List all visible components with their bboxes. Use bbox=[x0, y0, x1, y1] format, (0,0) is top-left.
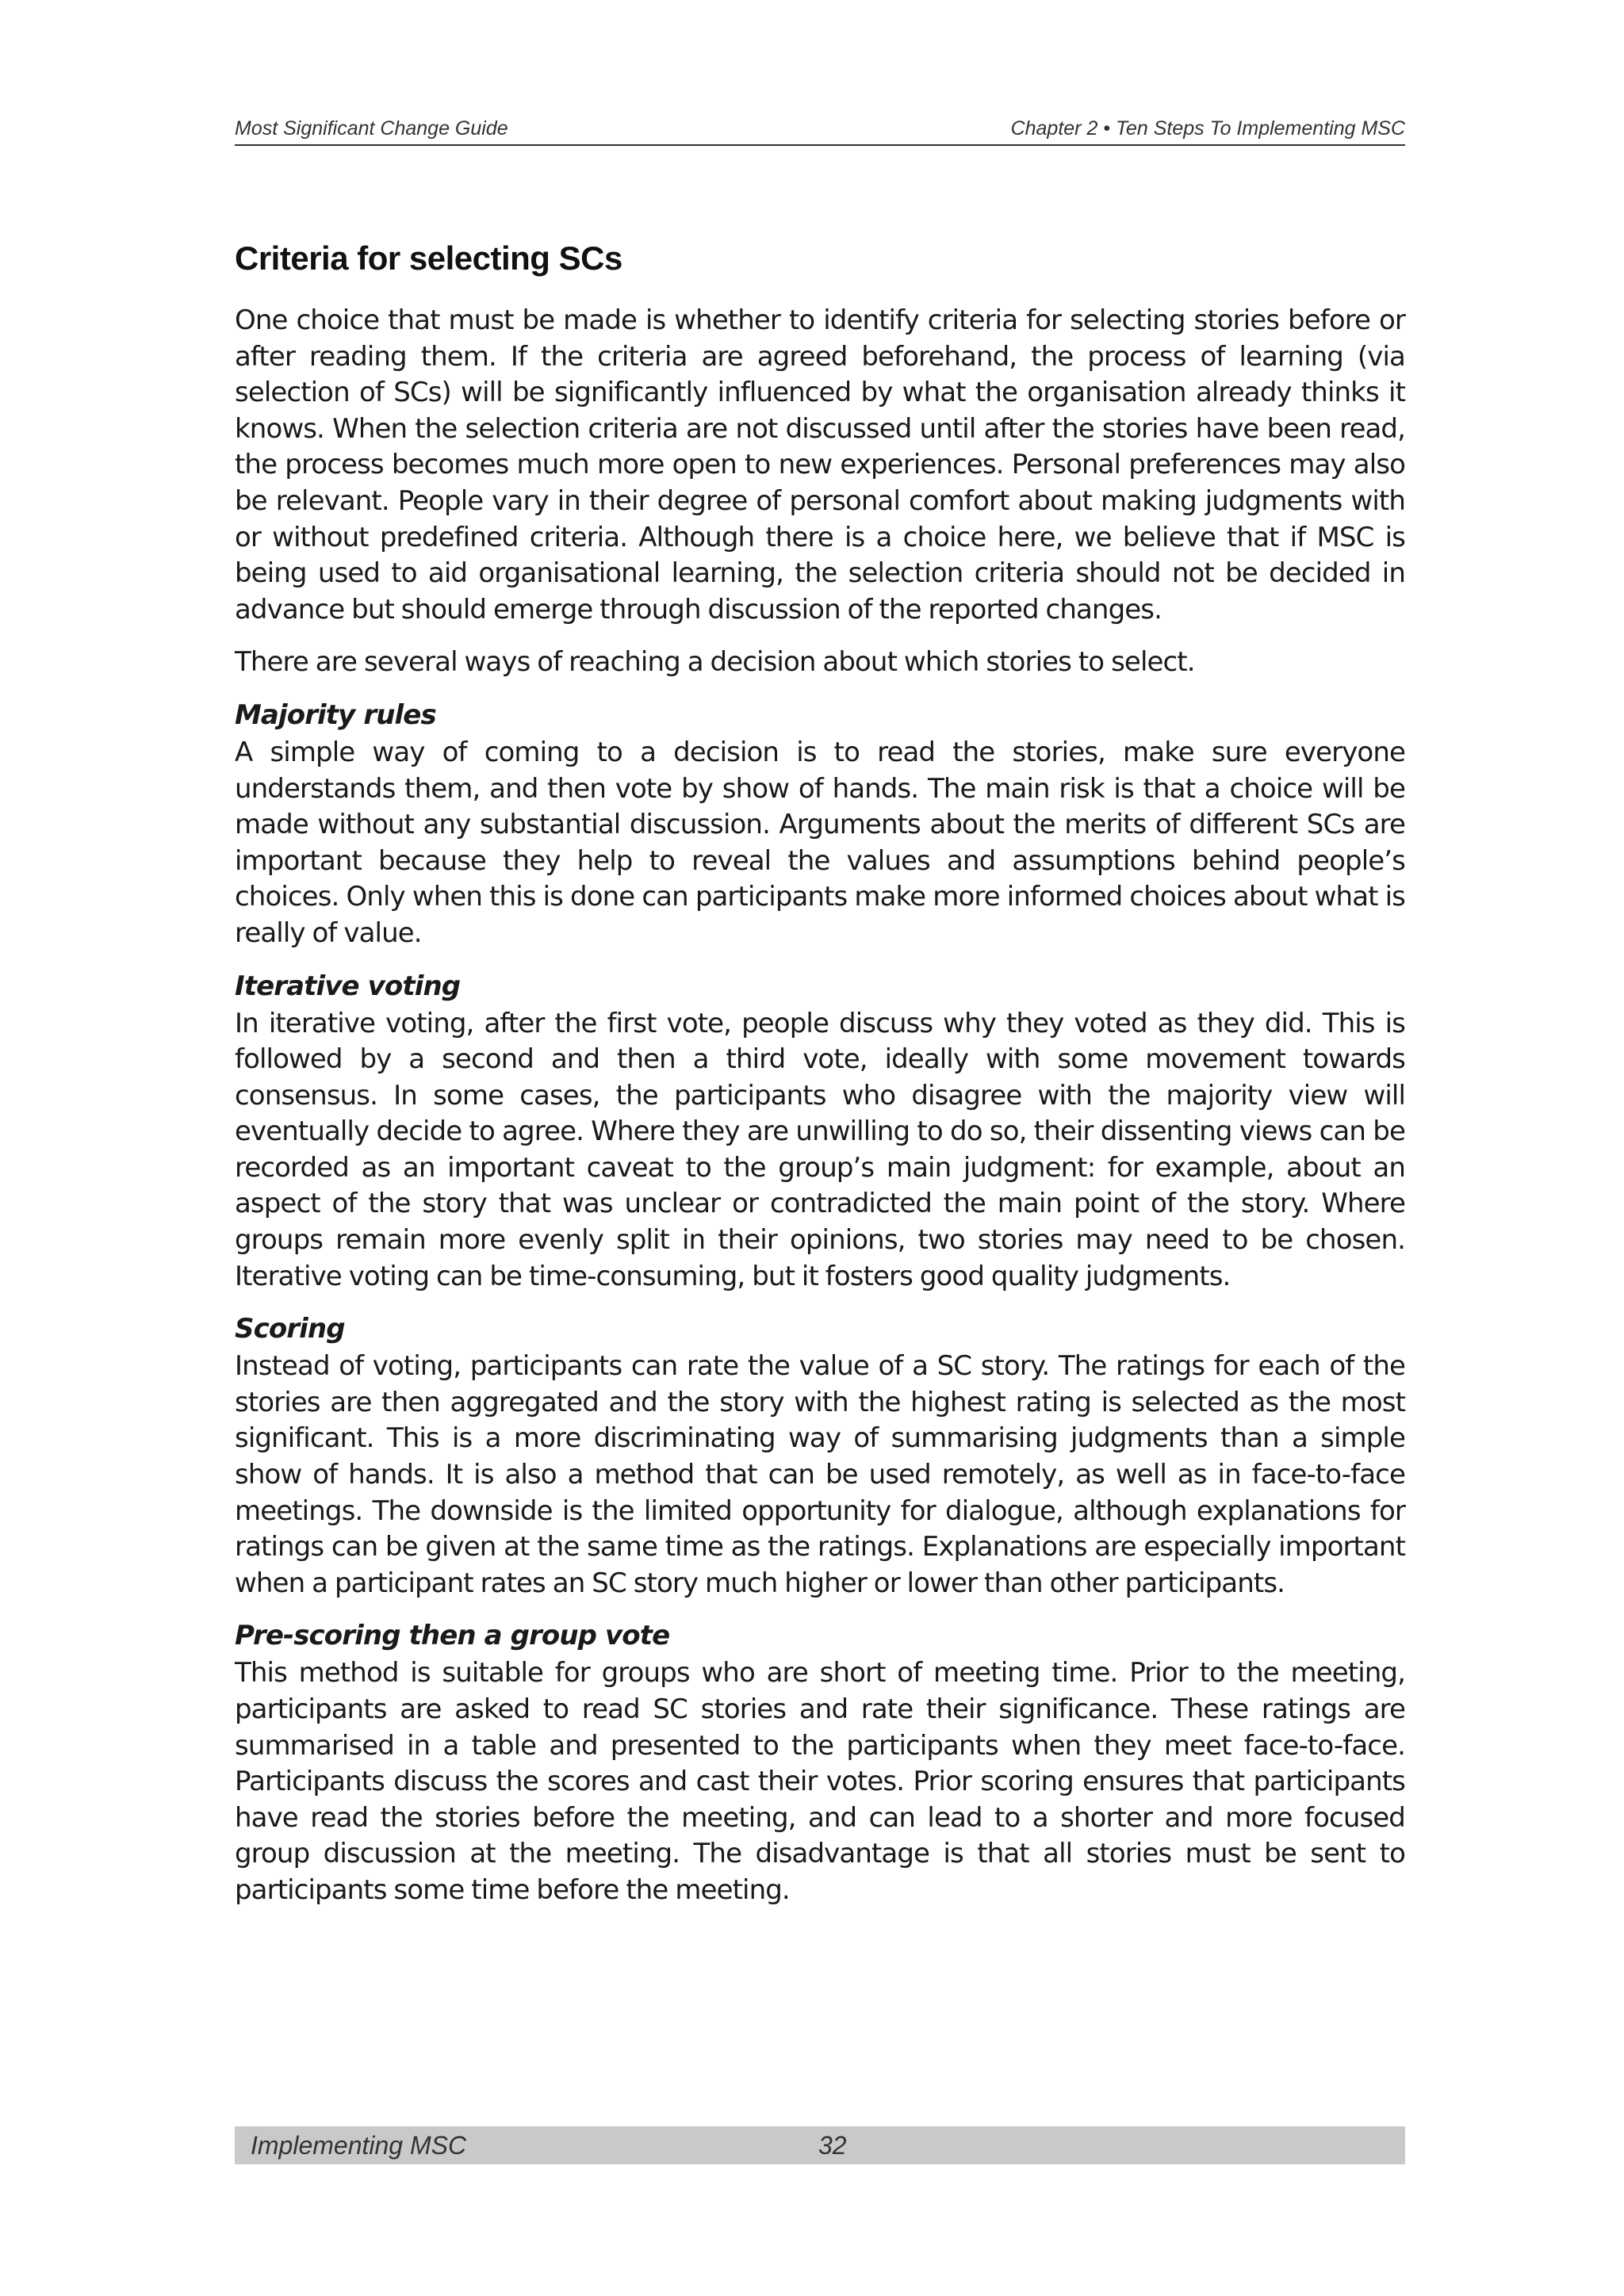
page-content bbox=[235, 235, 1405, 1926]
subsection-text-iterative-voting: In iterative voting, after the first vote, people discuss why they voted as they did. This is followed by a second and then a third vote, ideally with some movement towards consensus. In some cases, the participants who disagree with the majority view will eventually decide to agree. Where they are unwilling to do so, their dissenting views can be recorded as an important caveat to the group’s main judgment: for example, about an aspect of the story that was unclear or contradicted the main point of the story. Where groups remain more evenly split in their opinions, two stories may need to be chosen. Iterative voting can be time-consuming, but it fosters good quality judgments. bbox=[235, 1007, 1405, 1292]
subsection-heading-majority-rules: Majority rules bbox=[235, 698, 436, 731]
intro-paragraph: One choice that must be made is whether to identify criteria for selecting stories before or after reading them. If the criteria are agreed beforehand, the process of learning (via selection of SCs) will be significantly influenced by what the organisation already thinks it knows. When the selection criteria are not discussed until after the stories have been read, the process becomes much more open to new experiences. Personal preferences may also be relevant. People vary in their degree of personal comfort about making judgments with or without predefined criteria. Although there is a choice here, we believe that if MSC is being used to aid organisational learning, the selection criteria should not be decided in advance but should emerge through discussion of the reported changes. bbox=[235, 304, 1405, 626]
subsection-text-scoring: Instead of voting, participants can rate the value of a SC story. The ratings for each of the stories are then aggregated and the story with the highest rating is selected as the most significant. This is a more discriminating way of summarising judgments than a simple show of hands. It is also a method that can be used remotely, as well as in face-to-face meetings. The downside is the limited opportunity for dialogue, although explanations for ratings can be given at the same time as the ratings. Explanations are especially important when a participant rates an SC story much higher or lower than other participants. bbox=[235, 1350, 1405, 1599]
header-book-title: Most Significant Change Guide bbox=[235, 117, 508, 140]
subsection-text-majority-rules: A simple way of coming to a decision is to read the stories, make sure everyone understands them, and then vote by show of hands. The main risk is that a choice will be made without any substantial discussion. Arguments about the merits of different SCs are important because they help to reveal the values and assumptions behind people’s choices. Only when this is done can participants make more informed choices about what is really of value. bbox=[235, 736, 1405, 949]
header-chapter-title: Chapter 2 • Ten Steps To Implementing MSC bbox=[1010, 117, 1405, 140]
page-number: 32 bbox=[818, 2131, 847, 2160]
running-header bbox=[235, 117, 1405, 146]
subsection-heading-pre-scoring: Pre-scoring then a group vote bbox=[235, 1620, 670, 1652]
footer-label: Implementing MSC bbox=[251, 2131, 467, 2160]
page-footer bbox=[235, 2126, 1405, 2164]
section-title: Criteria for selecting SCs bbox=[235, 239, 622, 277]
subsection-heading-iterative-voting: Iterative voting bbox=[235, 970, 461, 1002]
subsection-text-pre-scoring: This method is suitable for groups who are short of meeting time. Prior to the meeting, participants are asked to read SC stories and rate their significance. These ratings are summarised in a table and presented to the participants when they meet face-to-face. Participants discuss the scores and cast their votes. Prior scoring ensures that participants have read the stories before the meeting, and can lead to a shorter and more focused group discussion at the meeting. The disadvantage is that all stories must be sent to participants some time before the meeting. bbox=[235, 1657, 1405, 1906]
subsection-heading-scoring: Scoring bbox=[235, 1313, 345, 1345]
methods-intro-paragraph: There are several ways of reaching a decision about which stories to select. bbox=[235, 646, 1195, 679]
